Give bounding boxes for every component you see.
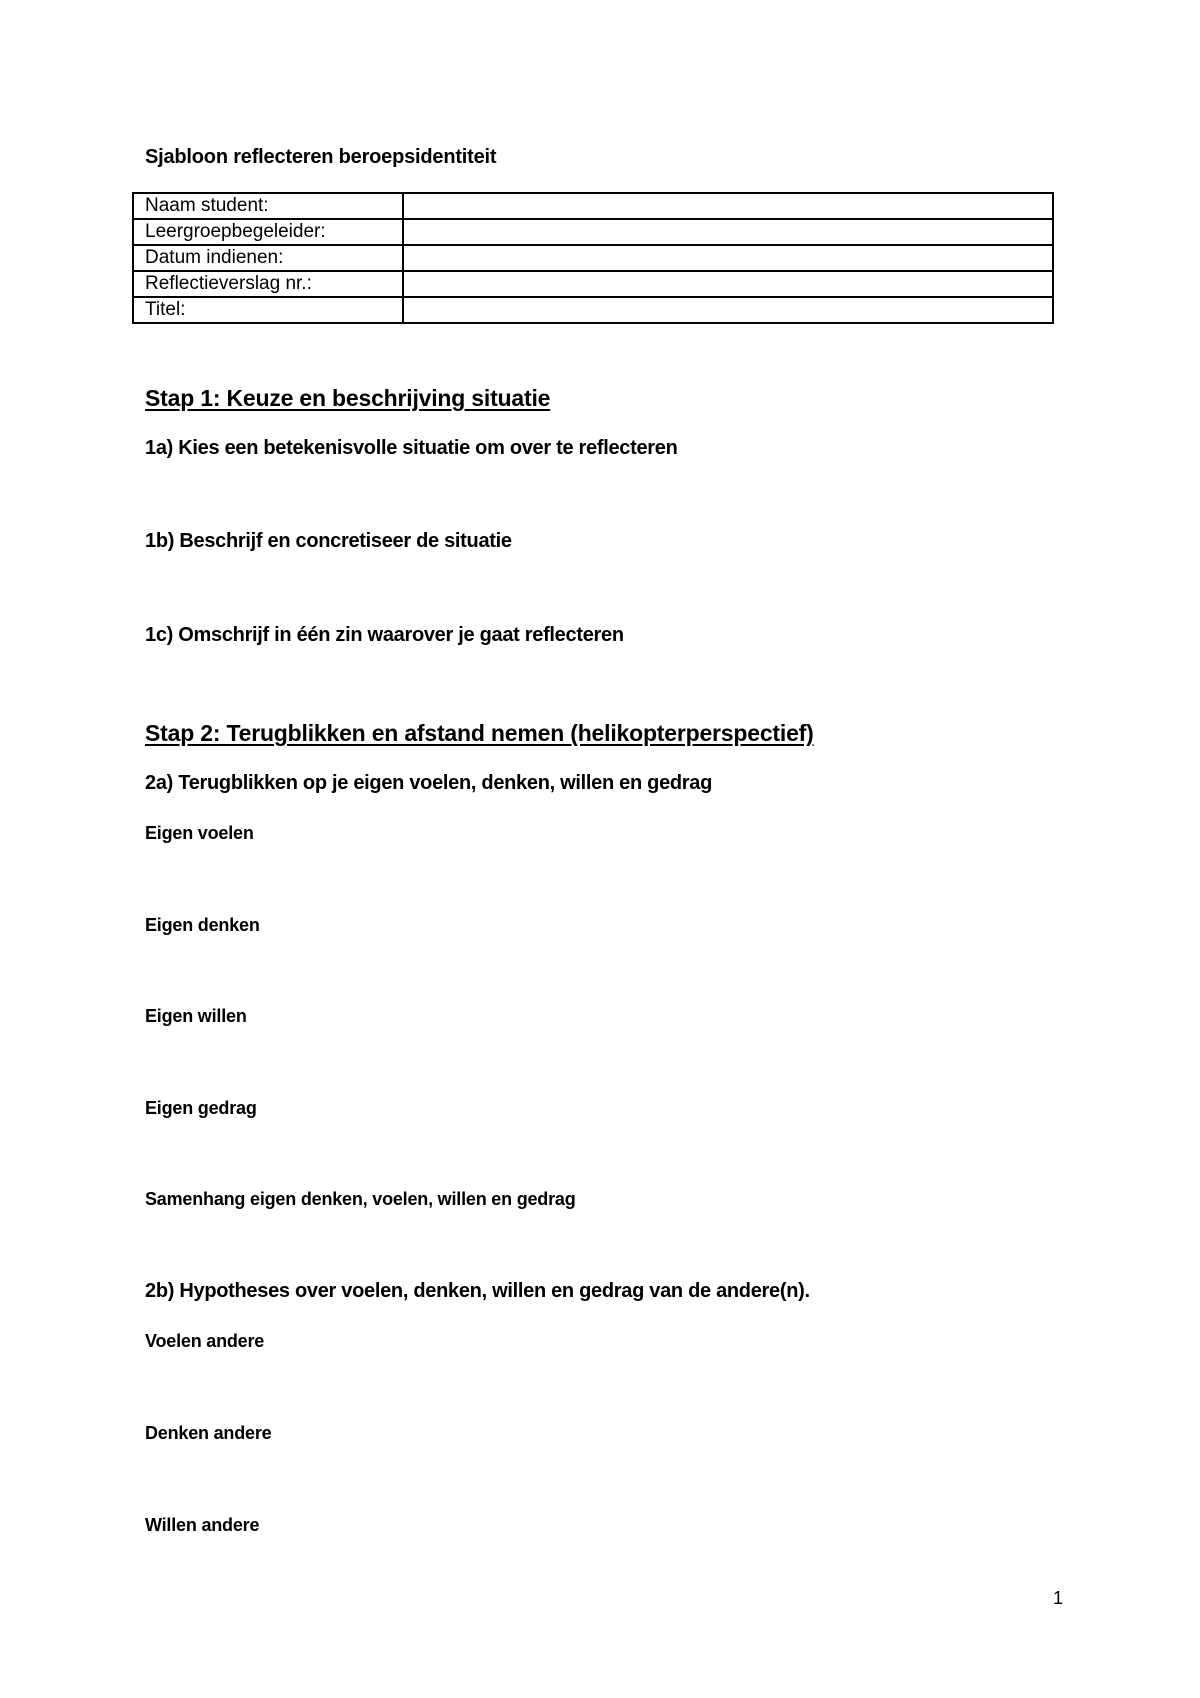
page-number: 1 bbox=[1053, 1588, 1064, 1608]
titel-field[interactable] bbox=[403, 297, 1053, 323]
leergroepbegeleider-label: Leergroepbegeleider: bbox=[133, 219, 403, 245]
table-row bbox=[133, 297, 1053, 323]
reflectieverslag-nr-label: Reflectieverslag nr.: bbox=[133, 271, 403, 297]
question-1c: 1c) Omschrijf in één zin waarover je gaat reflecteren bbox=[145, 624, 624, 646]
question-2a: 2a) Terugblikken op je eigen voelen, denken, willen en gedrag bbox=[145, 772, 713, 794]
samenhang-eigen-label: Samenhang eigen denken, voelen, willen en gedrag bbox=[145, 1189, 576, 1209]
student-info-table bbox=[132, 192, 1054, 324]
titel-label: Titel: bbox=[133, 297, 403, 323]
step1-heading: Stap 1: Keuze en beschrijving situatie bbox=[145, 385, 551, 411]
datum-indienen-field[interactable] bbox=[403, 245, 1053, 271]
table-row bbox=[133, 193, 1053, 219]
leergroepbegeleider-field[interactable] bbox=[403, 219, 1053, 245]
step2-heading: Stap 2: Terugblikken en afstand nemen (helikopterperspectief) bbox=[145, 720, 814, 746]
willen-andere-label: Willen andere bbox=[145, 1515, 260, 1535]
table-row bbox=[133, 271, 1053, 297]
table-row bbox=[133, 219, 1053, 245]
question-1b: 1b) Beschrijf en concretiseer de situatie bbox=[145, 530, 512, 552]
eigen-voelen-label: Eigen voelen bbox=[145, 823, 254, 843]
reflectieverslag-nr-field[interactable] bbox=[403, 271, 1053, 297]
voelen-andere-label: Voelen andere bbox=[145, 1331, 265, 1351]
question-1a: 1a) Kies een betekenisvolle situatie om over te reflecteren bbox=[145, 437, 678, 459]
naam-student-field[interactable] bbox=[403, 193, 1053, 219]
eigen-denken-label: Eigen denken bbox=[145, 915, 260, 935]
document-title: Sjabloon reflecteren beroepsidentiteit bbox=[145, 146, 497, 168]
denken-andere-label: Denken andere bbox=[145, 1423, 272, 1443]
eigen-gedrag-label: Eigen gedrag bbox=[145, 1098, 257, 1118]
naam-student-label: Naam student: bbox=[133, 193, 403, 219]
table-row bbox=[133, 245, 1053, 271]
datum-indienen-label: Datum indienen: bbox=[133, 245, 403, 271]
question-2b: 2b) Hypotheses over voelen, denken, willen en gedrag van de andere(n). bbox=[145, 1280, 810, 1302]
eigen-willen-label: Eigen willen bbox=[145, 1006, 247, 1026]
